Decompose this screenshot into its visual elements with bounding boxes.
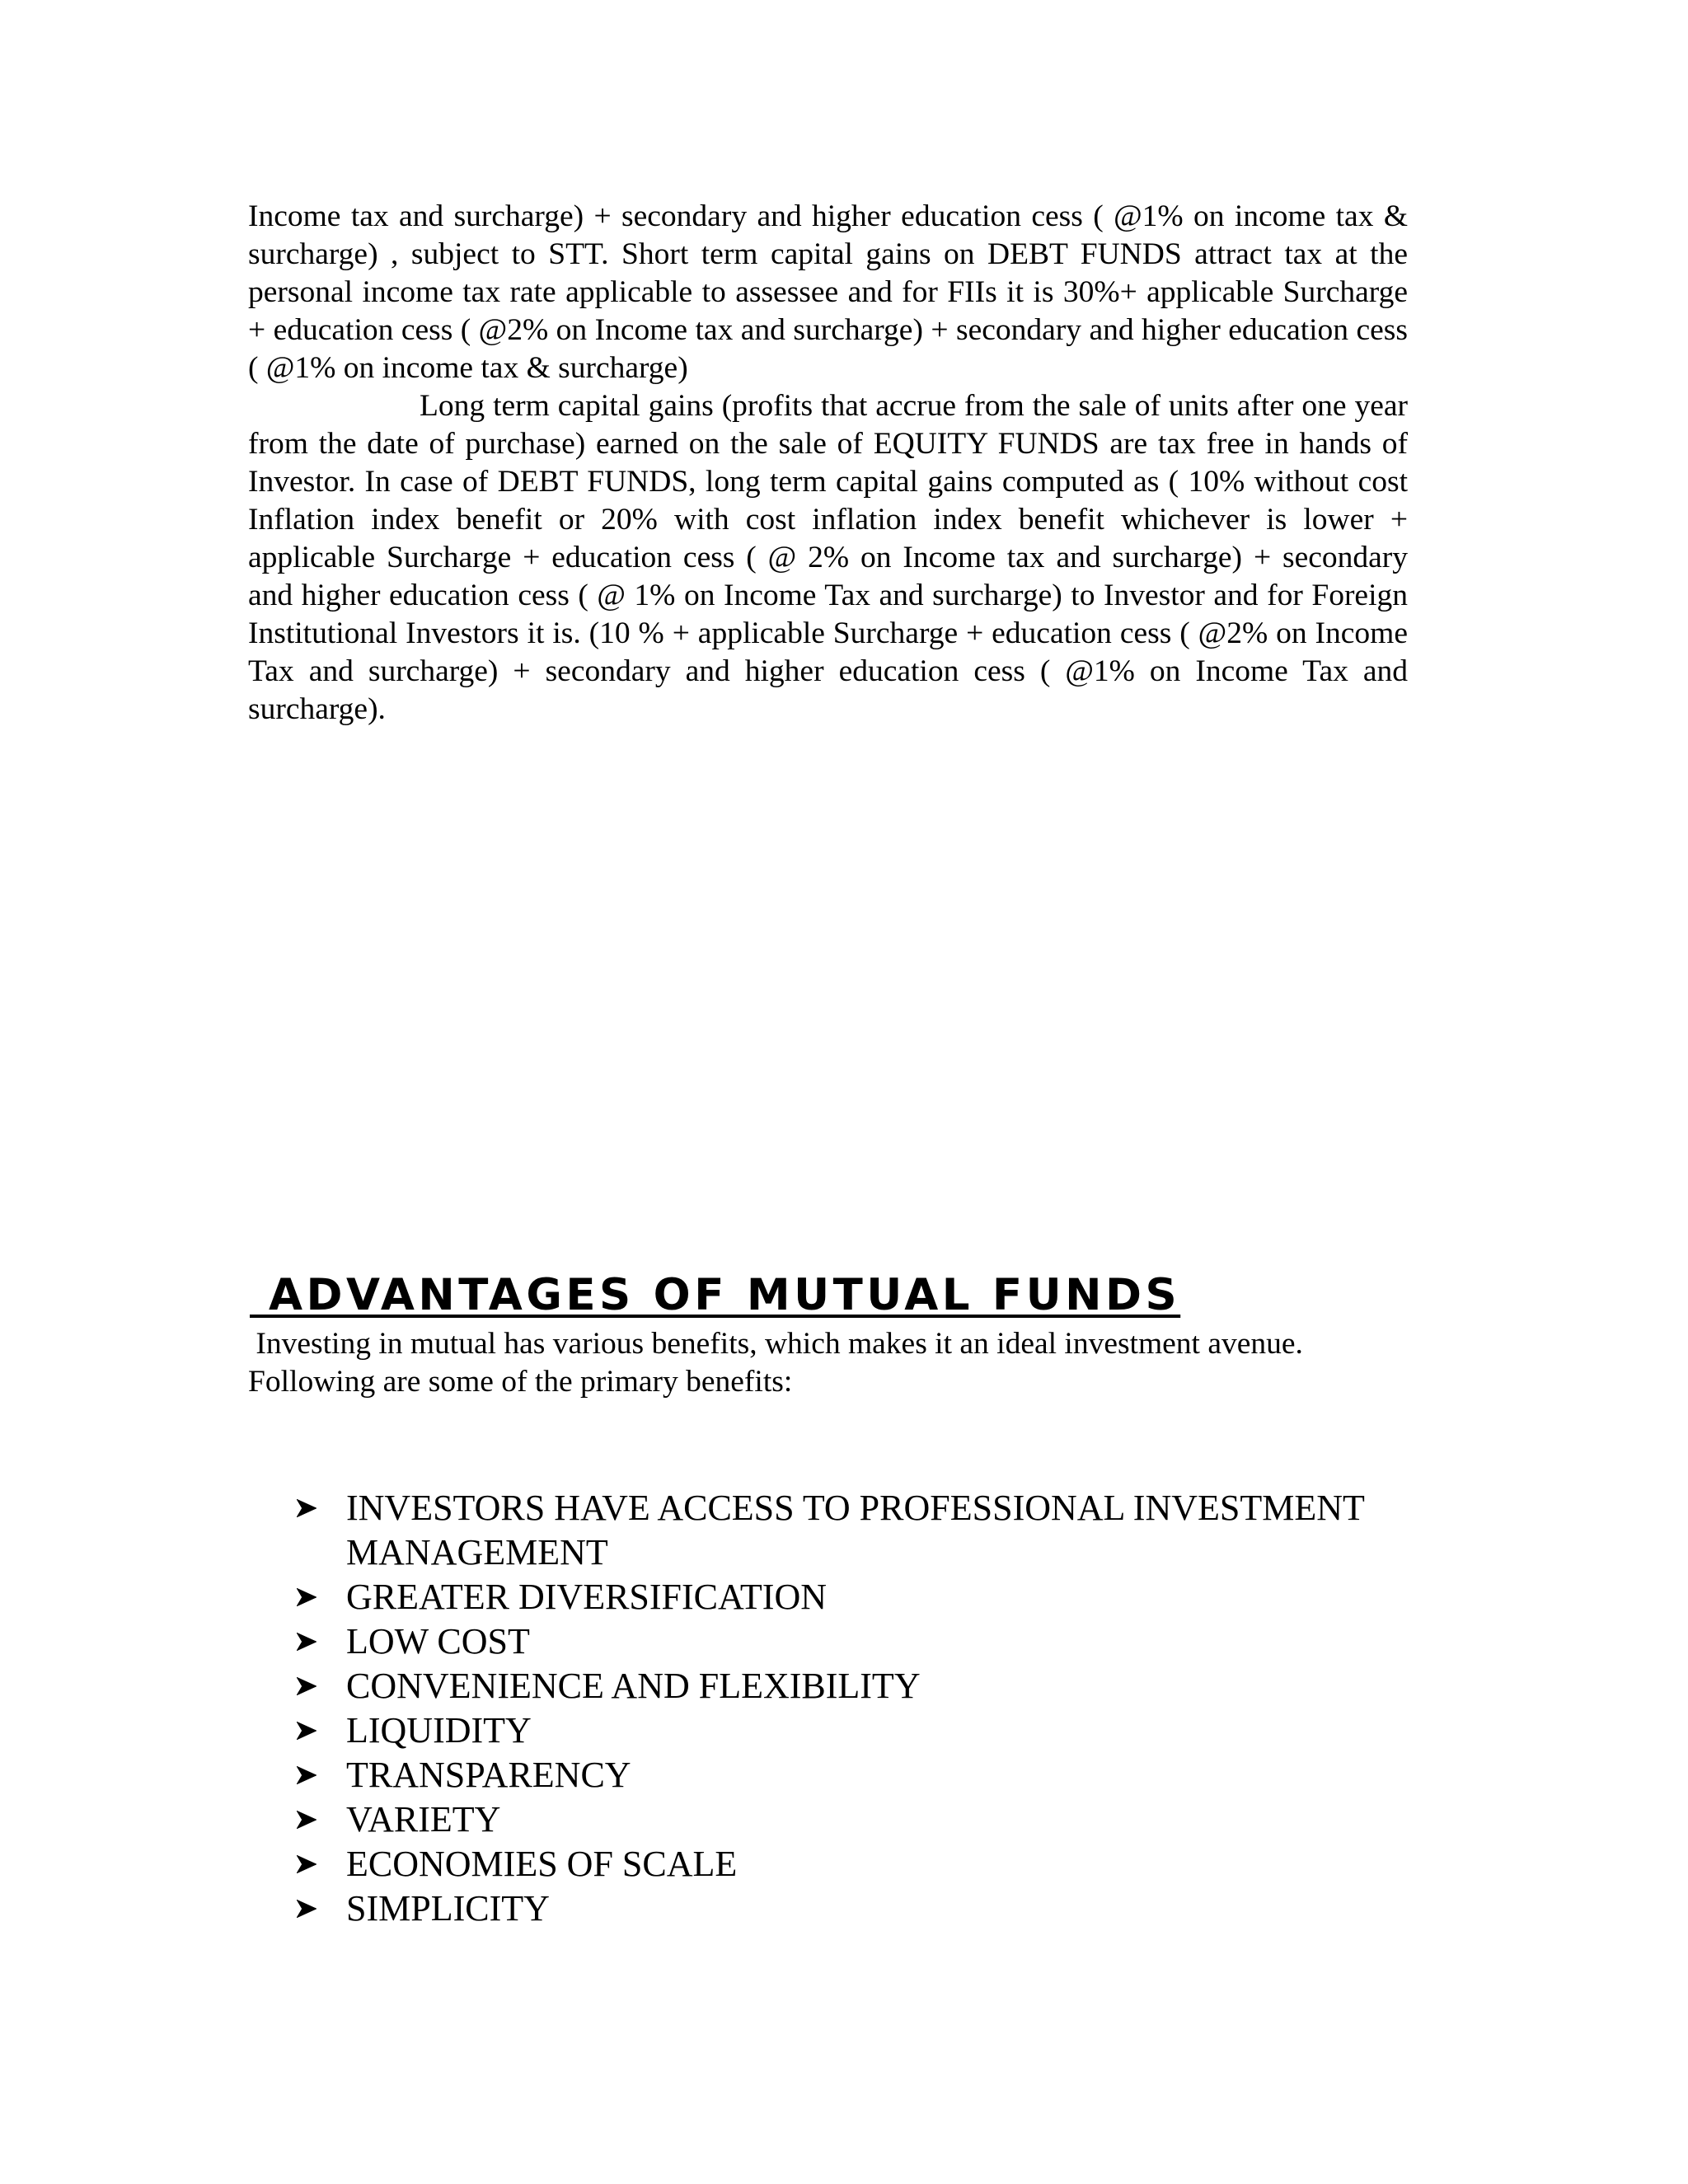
benefit-label: SIMPLICITY <box>346 1888 550 1929</box>
arrowhead-bullet-icon <box>297 1633 316 1651</box>
tax-paragraph-long-term: Long term capital gains (profits that accrue from the sale of units after one year from the date of purchase) earned on the sale of EQUITY FUNDS are tax free in hands of Investor. In case of DEBT FUNDS, long term capital gains computed as ( 10% without cost Inflation index benefit or 20% with cost inflation index benefit whichever is lower + applicable Surcharge + education cess ( @ 2% on Income tax and surcharge) + secondary and higher education cess ( @ 1% on Income Tax and surcharge) to Investor and for Foreign Institutional Investors it is. (10 % + applicable Surcharge + education cess ( @2% on Income Tax and surcharge) + secondary and higher education cess ( @1% on Income Tax and surcharge). <box>248 389 1408 726</box>
arrowhead-bullet-icon <box>297 1499 316 1517</box>
arrowhead-bullet-icon <box>297 1722 316 1740</box>
benefit-label: TRANSPARENCY <box>346 1755 631 1795</box>
benefit-label: ECONOMIES OF SCALE <box>346 1844 738 1884</box>
benefit-item <box>297 1753 1368 1797</box>
intro-line: Investing in mutual has various benefits, which makes it an ideal investment avenue. <box>248 1327 1303 1361</box>
benefit-label: VARIETY <box>346 1799 501 1840</box>
benefit-label: LIQUIDITY <box>346 1710 532 1750</box>
benefit-item <box>297 1708 1368 1753</box>
tax-paragraph-short-term: Income tax and surcharge) + secondary and higher education cess ( @1% on income tax & surcharge) , subject to STT. Short term capital gains on DEBT FUNDS attract tax at the personal income tax rate applicable to assessee and for FIIs it is 30%+ applicable Surcharge + education cess ( @2% on Income tax and surcharge) + secondary and higher education cess ( @1% on income tax & surcharge) <box>248 199 1408 385</box>
benefit-item <box>297 1619 1368 1664</box>
arrowhead-bullet-icon <box>297 1677 316 1695</box>
benefit-item <box>297 1664 1368 1708</box>
benefit-label: LOW COST <box>346 1621 530 1661</box>
benefit-item <box>297 1575 1368 1619</box>
section-intro <box>248 1325 1408 1401</box>
arrowhead-bullet-icon <box>297 1766 316 1784</box>
benefit-label: GREATER DIVERSIFICATION <box>346 1577 827 1617</box>
arrowhead-bullet-icon <box>297 1811 316 1829</box>
section-heading: ADVANTAGES OF MUTUAL FUNDS <box>250 1270 1181 1320</box>
benefit-label: INVESTORS HAVE ACCESS TO PROFESSIONAL INVESTMENT MANAGEMENT <box>346 1488 1365 1572</box>
benefit-item <box>297 1797 1368 1842</box>
intro-line: Following are some of the primary benefits: <box>248 1365 793 1399</box>
benefit-item <box>297 1886 1368 1931</box>
arrowhead-bullet-icon <box>297 1588 316 1606</box>
benefit-item <box>297 1486 1368 1575</box>
benefits-list <box>297 1486 1368 1931</box>
benefit-item <box>297 1842 1368 1886</box>
arrowhead-bullet-icon <box>297 1855 316 1873</box>
arrowhead-bullet-icon <box>297 1900 316 1918</box>
benefit-label: CONVENIENCE AND FLEXIBILITY <box>346 1666 921 1706</box>
